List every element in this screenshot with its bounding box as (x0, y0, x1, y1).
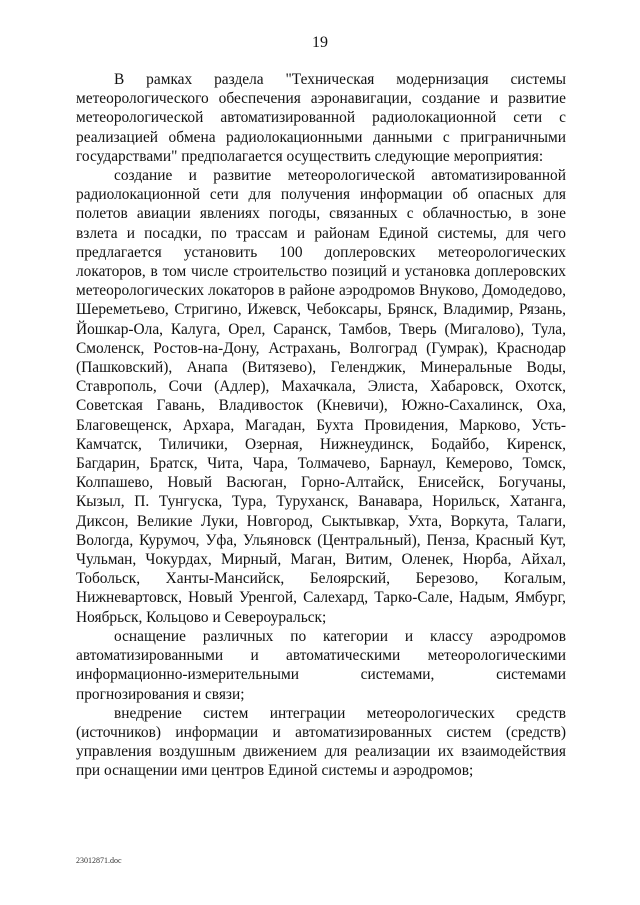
paragraph-radar-network: создание и развитие метеорологической автоматизированной радиолокационной сети для получения информации об опасных для полетов авиации явлениях погоды, связанных с облачностью, в зоне взлета и посадки, по трассам и районам Единой системы, для чего предлагается установить 100 доплеровских метеорологических локаторов, в том числе строительство позиций и установка доплеровских метеорологических локаторов в районе аэродромов Внуково, Домодедово, Шереметьево, Стригино, Ижевск, Чебоксары, Брянск, Владимир, Рязань, Йошкар-Ола, Калуга, Орел, Саранск, Тамбов, Тверь (Мигалово), Тула, Смоленск, Ростов-на-Дону, Астрахань, Волгоград (Гумрак), Краснодар (Пашковский), Анапа (Витязево), Геленджик, Минеральные Воды, Ставрополь, Сочи (Адлер), Махачкала, Элиста, Хабаровск, Охотск, Советская Гавань, Владивосток (Кневичи), Южно-Сахалинск, Оха, Благовещенск, Архара, Магадан, Бухта Провидения, Марково, Усть-Камчатск, Тиличики, Озерная, Нижнеудинск, Бодайбо, Киренск, Багдарин, Братск, Чита, Чара, Толмачево, Барнаул, Кемерово, Томск, Колпашево, Новый Васюган, Горно-Алтайск, Енисейск, Богучаны, Кызыл, П. Тунгуска, Тура, Туруханск, Ванавара, Норильск, Хатанга, Диксон, Великие Луки, Новгород, Сыктывкар, Ухта, Воркута, Талаги, Вологда, Курумоч, Уфа, Ульяновск (Центральный), Пенза, Красный Кут, Чульман, Чокурдах, Мирный, Маган, Витим, Оленек, Нюрба, Айхал, Тобольск, Ханты-Мансийск, Белоярский, Березово, Когалым, Нижневартовск, Новый Уренгой, Салехард, Тарко-Сале, Надым, Ямбург, Ноябрьск, Кольцово и Североуральск; (76, 167, 566, 626)
paragraph-aerodrome-equipment: оснащение различных по категории и классу аэродромов автоматизированными и автоматическими метеорологическими информационно-измерительными системами, системами прогнозирования и связи; (76, 627, 566, 703)
paragraph-integration-systems: внедрение систем интеграции метеорологических средств (источников) информации и автоматизированных систем (средств) управления воздушным движением для реализации их взаимодействия при оснащении ими центров Единой системы и аэродромов; (76, 704, 566, 780)
footer-filename: 23012871.doc (76, 856, 122, 865)
page-number: 19 (312, 34, 328, 51)
paragraph-intro: В рамках раздела "Техническая модернизация системы метеорологического обеспечения аэронавигации, создание и развитие метеорологической автоматизированной радиолокационной сети с реализацией обмена радиолокационными данными с приграничными государствами" предполагается осуществить следующие мероприятия: (76, 71, 566, 165)
document-body (76, 70, 566, 781)
